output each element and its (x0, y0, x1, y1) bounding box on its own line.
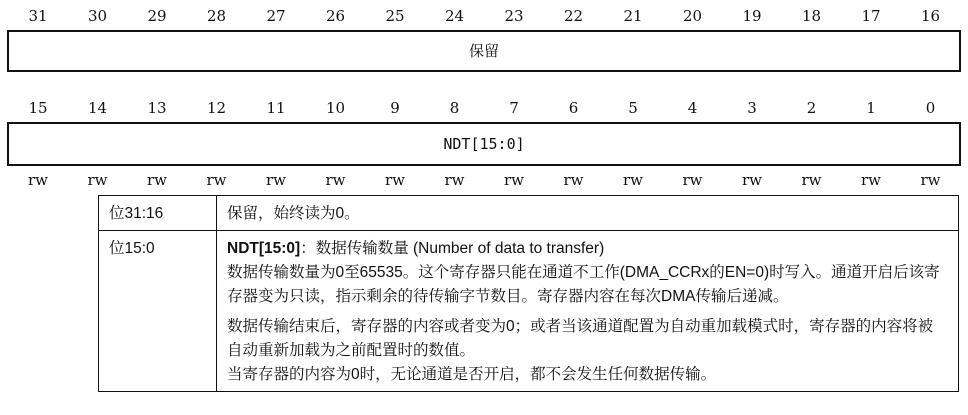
bit-number: 9 (390, 99, 400, 117)
bit-number: 30 (87, 7, 108, 25)
bit-number: 12 (206, 99, 227, 117)
lower-bit-numbers (8, 98, 960, 118)
access-type: rw (801, 171, 822, 189)
bit-number: 22 (563, 7, 584, 25)
bit-description-table (98, 195, 959, 392)
access-type: rw (503, 171, 524, 189)
bit-number: 29 (147, 7, 167, 25)
reserved-field-label: 保留 (468, 42, 499, 60)
bit-range-label: 位31:16 (99, 196, 217, 231)
upper-bit-numbers (8, 6, 960, 26)
paragraph: 数据传输结束后，寄存器的内容或者变为0；或者当该通道配置为自动重加载模式时，寄存器的内容将被自动重新加载为之前配置时的数值。 (227, 318, 934, 359)
field-title-rest: ：数据传输数量 (Number of data to transfer) (300, 240, 605, 257)
access-type: rw (682, 171, 703, 189)
bit-description: 保留，始终读为0。 (217, 196, 959, 231)
bit-number: 23 (504, 7, 524, 25)
access-row (8, 170, 960, 190)
paragraph: 数据传输数量为0至65535。这个寄存器只能在通道不工作(DMA_CCRx的EN=0)时写入。通道开启后该寄存器变为只读，指示剩余的待传输字节数目。寄存器内容在每次DMA传输后递减。 (227, 264, 940, 305)
field-name: NDT[15:0] (227, 240, 301, 257)
bit-number: 17 (861, 7, 881, 25)
reserved-field (7, 30, 961, 72)
bit-number: 28 (206, 7, 227, 25)
access-type: rw (920, 171, 941, 189)
field-title (227, 237, 948, 261)
bit-number: 8 (449, 99, 460, 117)
bit-number: 16 (920, 7, 941, 25)
access-type: rw (741, 171, 762, 189)
table-row (99, 231, 959, 392)
access-type: rw (206, 171, 227, 189)
access-type: rw (384, 171, 405, 189)
bit-number: 20 (682, 7, 703, 25)
access-type: rw (265, 171, 286, 189)
access-type: rw (87, 171, 108, 189)
bit-range-label: 位15:0 (99, 231, 217, 392)
bit-number: 19 (742, 7, 762, 25)
access-type: rw (622, 171, 643, 189)
access-type: rw (146, 171, 167, 189)
bit-number: 10 (325, 99, 346, 117)
bit-number: 1 (866, 99, 876, 117)
table-row (99, 196, 959, 231)
bit-number: 18 (801, 7, 822, 25)
ndt-field-label: NDT[15:0] (443, 135, 525, 153)
bit-number: 5 (628, 99, 638, 117)
bit-description (217, 231, 959, 392)
ndt-field (7, 122, 961, 166)
access-type: rw (563, 171, 584, 189)
bit-number: 26 (325, 7, 346, 25)
access-type: rw (860, 171, 881, 189)
bit-number: 24 (444, 7, 465, 25)
bit-number: 15 (28, 99, 48, 117)
access-type: rw (27, 171, 48, 189)
bit-number: 13 (147, 99, 167, 117)
bit-number: 21 (623, 7, 643, 25)
access-type: rw (325, 171, 346, 189)
bit-number: 2 (806, 99, 817, 117)
bit-number: 4 (687, 99, 698, 117)
bit-number: 0 (925, 99, 936, 117)
paragraph: 当寄存器的内容为0时，无论通道是否开启，都不会发生任何数据传输。 (227, 366, 717, 383)
bit-number: 27 (266, 7, 286, 25)
access-type: rw (444, 171, 465, 189)
bit-number: 6 (568, 99, 579, 117)
bit-number: 3 (747, 99, 757, 117)
bit-number: 31 (28, 7, 48, 25)
bit-number: 25 (385, 7, 405, 25)
bit-number: 11 (266, 99, 286, 117)
bit-number: 14 (87, 99, 108, 117)
bit-number: 7 (509, 99, 519, 117)
